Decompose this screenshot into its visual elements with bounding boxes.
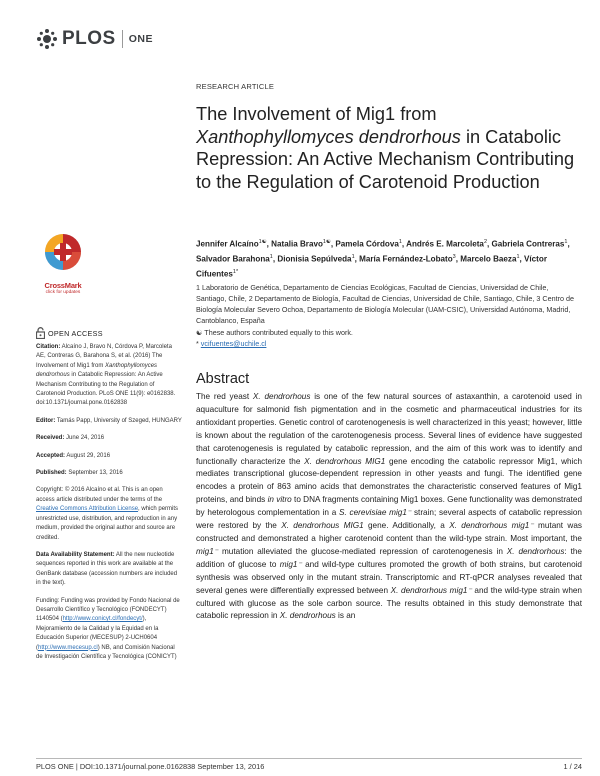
- author-name: María Fernández-Lobato: [359, 254, 453, 264]
- footer-citation: PLOS ONE | DOI:10.1371/journal.pone.0162838 September 13, 2016: [36, 762, 265, 771]
- author-name: Salvador Barahona: [196, 254, 270, 264]
- copyright-text-2: , which permits unrestricted use, distribution, and reproduction in any medium, provided the original author and source are credited.: [36, 506, 179, 541]
- editor-text: Tamás Papp, University of Szeged, HUNGARY: [55, 417, 182, 424]
- editor-block: [36, 417, 182, 426]
- open-lock-icon: [36, 327, 45, 339]
- title-part-2: in Catabolic Repression: An Active Mechanism Contributing to the Regulation of Carotenoid Production: [196, 126, 575, 192]
- received-block: [36, 434, 182, 443]
- funding-text-3: ) NB, and Comisión Nacional de Investigación Científica y Tecnológica (CONICYT): [36, 644, 177, 660]
- author-affiliation-marker: 1☯: [322, 239, 331, 245]
- copyright-text-1: Copyright: © 2016 Alcaíno et al. This is an open access article distributed under the terms of the: [36, 487, 163, 503]
- abstract-italic-run: in vitro: [267, 495, 292, 505]
- abstract-italic-run: X. dendrorhous MIG1: [281, 521, 364, 531]
- author-affiliation-marker: 1: [351, 254, 355, 261]
- open-access-badge: [36, 327, 103, 339]
- abstract-body: [196, 391, 582, 623]
- author-affiliation-marker: 1: [398, 239, 402, 245]
- abstract-text-run: mutation alleviated the glucose-mediated repression of carotenogenesis in: [218, 546, 507, 556]
- funding-text-2: ), Mejoramiento de la Calidad y la Equidad en la Educación Superior (MECESUP) 2-UCH0604 (: [36, 616, 159, 651]
- author-affiliation-marker: 1: [564, 239, 568, 245]
- abstract-italic-run: X. dendrorhous mig1: [390, 585, 468, 595]
- crossmark-label: CrossMark: [44, 281, 82, 290]
- abstract-text-run: mutant was constructed and demonstrated a higher carotenoid content than the wild-type strain. Most important, the: [196, 521, 582, 543]
- abstract-italic-run: mig1: [196, 546, 214, 556]
- published-date: September 13, 2016: [66, 470, 123, 477]
- abstract-italic-run: ⁻: [467, 585, 472, 595]
- abstract-italic-run: X. dendrorhous MIG1: [304, 456, 386, 466]
- abstract-italic-run: ⁻: [406, 508, 412, 518]
- abstract-italic-run: X. dendrorhous: [279, 611, 336, 621]
- crossmark-sublabel: click for updates: [45, 290, 81, 295]
- accepted-label: Accepted:: [36, 452, 66, 459]
- author-name: Marcelo Baeza: [460, 254, 517, 264]
- abstract-italic-run: ⁻: [213, 546, 219, 556]
- data-availability-label: Data Availability Statement:: [36, 551, 115, 558]
- received-date: June 24, 2016: [64, 435, 105, 442]
- citation-text-2: in Catabolic Repression: An Active Mechanism Contributing to the Regulation of Carotenoid Production. PLoS ONE 11(9): e0162838. doi:10.1371/journal.pone.0162838: [36, 372, 176, 407]
- abstract-italic-run: X. dendrorhous: [252, 392, 311, 401]
- article-info-column: [36, 343, 182, 670]
- accepted-block: [36, 452, 182, 461]
- received-label: Received:: [36, 435, 65, 442]
- abstract-text-run: to DNA fragments containing Mig1 boxes. Gene functionality was demonstrated by heterologous complementation in a: [196, 495, 582, 518]
- author-affiliation-marker: 1: [269, 254, 273, 261]
- corresponding-email-link[interactable]: vcifuentes@uchile.cl: [200, 339, 267, 348]
- abstract-text-run: The red yeast: [196, 392, 253, 401]
- abstract-italic-run: X. dendrorhous mig1: [449, 521, 530, 531]
- author-affiliation-marker: 1*: [232, 269, 239, 276]
- published-block: [36, 469, 182, 478]
- mecesup-link[interactable]: http://www.mecesup.cl: [38, 644, 98, 651]
- funding-text-1: Funding: Funding was provided by Fondo Nacional de Desarrollo Científico y Tecnológico (FONDECYT) 1140504 (: [36, 597, 180, 623]
- plos-dots-icon: [36, 28, 58, 50]
- affiliations: 1 Laboratorio de Genética, Departamento de Ciencias Ecológicas, Facultad de Ciencias, Universidad de Chile, Santiago, Chile, 2 Departamento de Biología, Facultad de Ciencias, Universidad de Chile, Santiago, Chile, 3 Centro de Biología Molecular Severo Ochoa, Departamento de Biología Molecular (UAM-CSIC), Universidad Autónoma, Madrid, Cantoblanco, España: [196, 283, 574, 325]
- footer-divider: [36, 758, 582, 759]
- cc-license-link[interactable]: Creative Commons Attribution License: [36, 506, 139, 513]
- author-name: Jennifer Alcaíno: [196, 239, 259, 249]
- author-name: Natalia Bravo: [271, 239, 323, 249]
- author-affiliation-marker: 1☯: [258, 239, 267, 245]
- abstract-text-run: : the addition of glucose to: [196, 546, 582, 569]
- plos-one-logo[interactable]: [36, 27, 153, 51]
- author-affiliation-marker: 3: [452, 254, 456, 261]
- crossmark-icon: [43, 232, 83, 274]
- abstract-italic-run: ⁻: [297, 559, 302, 569]
- abstract-italic-run: mig1: [279, 559, 298, 569]
- citation-label: Citation:: [36, 344, 61, 350]
- author-affiliation-marker: 1: [516, 254, 520, 261]
- author-affiliation-marker: 2: [483, 239, 487, 245]
- citation-text-1: Alcaíno J, Bravo N, Córdova P, Marcoleta AE, Contreras G, Barahona S, et al. (2016) The Involvement of Mig1 from: [36, 344, 172, 369]
- copyright-block: [36, 486, 182, 542]
- fondecyt-link[interactable]: http://www.conicyt.cl/fondecyt/: [62, 616, 143, 623]
- logo-journal: ONE: [128, 33, 153, 45]
- page-number: 1 / 24: [563, 762, 582, 771]
- logo-brand: PLOS: [62, 28, 116, 49]
- accepted-date: August 29, 2016: [65, 452, 111, 459]
- open-access-label: OPEN ACCESS: [48, 328, 103, 338]
- abstract-text-run: gene encoding the catabolic repressor Mig1, which mediates transcriptional glucose-dependent repression in other yeasts and fungi. The identified gene encodes a protein of 863 amino acids that demonstrates the characteristic conserved features of Mig1 proteins, and binds: [196, 456, 582, 505]
- corresponding-author-note: [196, 338, 576, 349]
- abstract-text-run: gene. Additionally, a: [363, 521, 450, 531]
- citation-species: Xanthophyllomyces dendrorhous: [36, 362, 158, 379]
- abstract-text-run: strain; several aspects of catabolic repression were restored by the: [196, 508, 582, 531]
- author-list: Jennifer Alcaíno$^{1☯}$, Natalia Bravo$^{1☯}$, Pamela Córdova$^1$, Andrés E. Marcoleta$^2$, Gabriela Contreras$^1$, Salvador Barahona$^1$, Dionisia Sepúlveda$^1$, María Fernández-Lobato$^3$, Marcelo Baeza$^1$, Víctor Cifuentes$^{1*}$: [196, 239, 570, 279]
- data-availability-text: All the new nucleotide sequences reported in this work are available at the GenBank database (accession numbers are included in the text).: [36, 551, 178, 587]
- abstract-italic-run: S. cerevisiae mig1: [339, 508, 407, 518]
- author-name: Andrés E. Marcoleta: [406, 239, 484, 249]
- corresponding-star: *: [196, 339, 201, 348]
- abstract-text-run: and the wild-type strain when cultured with glucose as the sole carbon source. The results obtained in this study demonstrate that catabolic repression in: [196, 585, 582, 621]
- citation-block: [36, 343, 182, 409]
- abstract-paragraph: [196, 391, 582, 623]
- funding-block: [36, 597, 182, 663]
- data-availability-block: [36, 551, 182, 589]
- crossmark-badge[interactable]: [38, 232, 88, 295]
- editor-label: Editor:: [36, 417, 56, 424]
- author-name: Víctor Cifuentes: [196, 254, 547, 279]
- abstract-text-run: and wild-type cultures promoted the growth of both strains, but carotenoid synthesis was observed only in the mutant strain. Transcriptomic and RT-qPCR analyses revealed that several genes were differentially expressed between: [196, 559, 582, 595]
- abstract-italic-run: X. dendrorhous: [506, 546, 565, 556]
- author-name: Gabriela Contreras: [491, 239, 565, 249]
- logo-divider: [122, 30, 123, 48]
- abstract-italic-run: ⁻: [529, 521, 534, 531]
- abstract-text-run: is an: [335, 611, 356, 621]
- abstract-text-run: is one of the few natural sources of astaxanthin, a carotenoid used in aquaculture for salmonid fish pigmentation and in the cosmetic and pharmaceutical industries for its antioxidant properties. Genetic control of carotenogenesis is well characterized in this yeast; however, little is known about the regulation of the carotenogenesis process. Several lines of evidence have suggested that carotenogenesis is regulated by catabolic repression, and the aim of this work was to identify and functionally characterize the: [196, 392, 582, 466]
- title-part-1: The Involvement of Mig1 from: [196, 104, 437, 124]
- article-type: RESEARCH ARTICLE: [196, 82, 275, 91]
- author-name: Pamela Córdova: [335, 239, 399, 249]
- published-label: Published:: [36, 470, 67, 477]
- equal-contribution-note: ☯ These authors contributed equally to this work.: [196, 328, 353, 337]
- author-name: Dionisia Sepúlveda: [277, 254, 352, 264]
- article-title: [196, 103, 576, 193]
- abstract-heading: Abstract: [196, 371, 250, 387]
- title-species: Xanthophyllomyces dendrorhous: [196, 126, 461, 147]
- author-notes: [196, 327, 576, 349]
